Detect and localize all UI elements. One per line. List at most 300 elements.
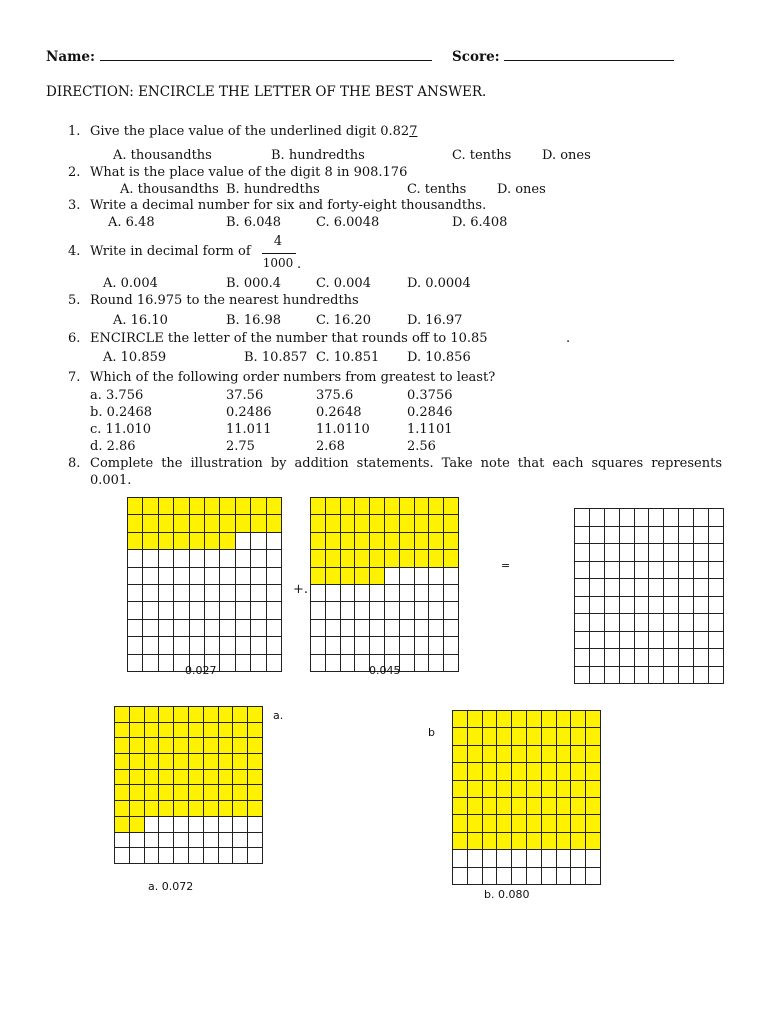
grid-option-b-cell	[527, 850, 542, 867]
q1-choice-d[interactable]: D. ones	[542, 148, 591, 163]
grid-option-b-cell	[527, 746, 542, 763]
grid-option-b-cell	[468, 728, 483, 745]
grid-0-027-cell	[220, 620, 235, 637]
q7-row-d-col4: 2.56	[407, 439, 436, 454]
grid-option-b-cell	[483, 763, 498, 780]
grid-option-b-cell	[453, 728, 468, 745]
grid-option-a-cell	[219, 707, 234, 723]
grid-0-027-cell	[174, 533, 189, 550]
grid-option-b-cell	[571, 815, 586, 832]
q7-row-d-col2: 2.75	[226, 439, 255, 454]
grid-option-a-cell	[159, 801, 174, 817]
grid-0-027-cell	[205, 637, 220, 654]
q3-choice-a[interactable]: A. 6.48	[108, 215, 155, 230]
q7-row-d-col1[interactable]: d. 2.86	[90, 439, 136, 454]
grid-option-a-cell	[248, 801, 263, 817]
grid-0-045-cell	[326, 637, 341, 654]
q2-choice-d[interactable]: D. ones	[497, 182, 546, 197]
grid-option-b-cell	[483, 833, 498, 850]
grid-option-a-cell	[159, 848, 174, 864]
q2-choice-b[interactable]: B. hundredths	[226, 182, 320, 197]
grid-option-b-cell	[512, 728, 527, 745]
grid-0-027-cell	[267, 655, 282, 672]
grid-0-045-cell	[341, 620, 356, 637]
grid-0-045-cell	[444, 533, 459, 550]
grid-option-a-cell	[248, 848, 263, 864]
grid-option-a-cell	[248, 707, 263, 723]
grid-0-045-cell	[385, 550, 400, 567]
grid-0-045-cell	[415, 585, 430, 602]
grid-answer-blank-cell	[590, 667, 605, 685]
grid-0-027-cell	[128, 498, 143, 515]
grid-option-b-cell	[571, 746, 586, 763]
option-b-label[interactable]: b. 0.080	[484, 888, 530, 901]
grid-option-b-cell	[512, 711, 527, 728]
grid-answer-blank-cell	[605, 544, 620, 562]
grid-0-027-cell	[220, 568, 235, 585]
grid-0-027-cell	[236, 602, 251, 619]
grid-answer-blank-cell	[649, 597, 664, 615]
grid-0-027-cell	[236, 515, 251, 532]
grid-0-027-cell	[159, 602, 174, 619]
plus-sign: +.	[293, 582, 309, 597]
grid-option-a-cell	[115, 817, 130, 833]
grid-answer-blank-cell	[575, 614, 590, 632]
grid-answer-blank-cell	[664, 562, 679, 580]
grid-option-b-cell	[571, 763, 586, 780]
grid-answer-blank-cell	[694, 562, 709, 580]
q3-choice-c[interactable]: C. 6.0048	[316, 215, 380, 230]
grid-0-027-cell	[251, 550, 266, 567]
grid-0-027-cell	[220, 637, 235, 654]
grid-0-027-cell	[236, 637, 251, 654]
grid-answer-blank-cell	[664, 632, 679, 650]
grid-0-027-cell	[159, 498, 174, 515]
grid-option-a-cell	[115, 707, 130, 723]
grid-answer-blank-cell	[575, 632, 590, 650]
grid-0-027-cell	[174, 515, 189, 532]
grid-option-b-cell	[527, 781, 542, 798]
grid-option-b-cell	[453, 868, 468, 885]
grid-option-b-cell	[542, 763, 557, 780]
q5-choice-b[interactable]: B. 16.98	[226, 313, 282, 328]
grid-option-b-cell	[453, 711, 468, 728]
grid-answer-blank-cell	[679, 509, 694, 527]
grid-option-b-cell	[557, 850, 572, 867]
grid-option-b-cell	[571, 781, 586, 798]
grid-0-045-cell	[400, 550, 415, 567]
grid-option-b-cell	[557, 815, 572, 832]
grid-0-027-cell	[143, 568, 158, 585]
grid-0-045-cell	[355, 498, 370, 515]
grid-option-b-cell	[483, 746, 498, 763]
q1-choice-a[interactable]: A. thousandths	[113, 148, 212, 163]
grid-0-045-cell	[444, 498, 459, 515]
grid-0-045-cell	[370, 568, 385, 585]
q4-choice-a[interactable]: A. 0.004	[103, 276, 158, 291]
grid-0-045-cell	[385, 620, 400, 637]
grid-option-b-cell	[586, 763, 601, 780]
q6-choice-c[interactable]: C. 10.851	[316, 350, 380, 365]
q1-underlined-digit: 7	[409, 124, 418, 139]
grid-option-a-cell	[219, 723, 234, 739]
grid-0-027-cell	[205, 533, 220, 550]
grid-0-045-label: 0.045	[369, 664, 401, 677]
grid-option-b-cell	[497, 833, 512, 850]
q2-choice-a[interactable]: A. thousandths	[120, 182, 219, 197]
grid-option-a-cell	[219, 833, 234, 849]
grid-0-045-cell	[355, 637, 370, 654]
grid-option-b-cell	[453, 850, 468, 867]
grid-0-027-cell	[159, 550, 174, 567]
q3-text: Write a decimal number for six and forty-eight thousandths.	[90, 198, 487, 213]
grid-option-a-cell	[204, 738, 219, 754]
grid-option-a-cell	[174, 785, 189, 801]
grid-option-a-cell	[115, 785, 130, 801]
grid-option-a-cell	[115, 848, 130, 864]
grid-option-a-cell	[159, 770, 174, 786]
grid-option-a[interactable]	[114, 706, 263, 864]
grid-0-045-cell	[355, 620, 370, 637]
grid-option-a-cell	[233, 723, 248, 739]
grid-option-b-cell	[586, 850, 601, 867]
grid-answer-blank-cell	[605, 649, 620, 667]
grid-0-045-cell	[311, 568, 326, 585]
grid-answer-blank-cell	[605, 632, 620, 650]
grid-answer-blank-cell	[649, 614, 664, 632]
grid-0-027-cell	[159, 515, 174, 532]
grid-0-027-cell	[174, 637, 189, 654]
grid-option-a-cell	[189, 770, 204, 786]
grid-0-027-cell	[220, 602, 235, 619]
grid-0-045-cell	[429, 585, 444, 602]
grid-option-a-cell	[233, 817, 248, 833]
grid-option-a-cell	[130, 785, 145, 801]
grid-option-b-cell	[586, 815, 601, 832]
grid-option-b-cell	[453, 833, 468, 850]
grid-answer-blank-cell	[694, 597, 709, 615]
grid-answer-blank-cell	[605, 614, 620, 632]
grid-answer-blank-cell	[620, 544, 635, 562]
grid-option-a-cell	[204, 754, 219, 770]
grid-option-b-cell	[586, 711, 601, 728]
q3-choice-d[interactable]: D. 6.408	[452, 215, 508, 230]
grid-answer-blank-cell	[664, 509, 679, 527]
grid-answer-blank-cell	[635, 614, 650, 632]
grid-0-045-cell	[415, 602, 430, 619]
grid-0-027-cell	[236, 498, 251, 515]
grid-0-045-cell	[355, 515, 370, 532]
q4-number: 4.	[68, 244, 81, 259]
grid-answer-blank-cell	[649, 579, 664, 597]
grid-0-027-cell	[190, 515, 205, 532]
q5-choice-d[interactable]: D. 16.97	[407, 313, 463, 328]
grid-option-b-cell	[468, 833, 483, 850]
q8-text-line2: 0.001.	[90, 473, 132, 488]
grid-0-027-cell	[236, 550, 251, 567]
q7-row-a-col3: 375.6	[316, 388, 354, 403]
grid-0-045-cell	[400, 637, 415, 654]
grid-option-b-cell	[483, 815, 498, 832]
grid-0-027-cell	[251, 498, 266, 515]
grid-option-a-cell	[130, 754, 145, 770]
grid-0-027-cell	[143, 637, 158, 654]
grid-option-a-cell	[233, 848, 248, 864]
grid-0-027-cell	[143, 533, 158, 550]
grid-answer-blank-cell	[679, 544, 694, 562]
grid-option-b-cell	[586, 798, 601, 815]
grid-0-045-cell	[370, 585, 385, 602]
q1-choice-c[interactable]: C. tenths	[452, 148, 512, 163]
grid-answer-blank[interactable]	[574, 508, 724, 684]
grid-option-a-cell	[174, 801, 189, 817]
q6-text: ENCIRCLE the letter of the number that rounds off to 10.85	[90, 331, 488, 346]
grid-option-a-cell	[233, 754, 248, 770]
grid-option-b-cell	[483, 711, 498, 728]
grid-option-b[interactable]	[452, 710, 601, 885]
grid-0-045-cell	[429, 550, 444, 567]
grid-answer-blank-cell	[679, 614, 694, 632]
grid-0-045-cell	[444, 655, 459, 672]
grid-option-a-cell	[145, 770, 160, 786]
grid-option-a-cell	[204, 801, 219, 817]
grid-option-a-cell	[189, 785, 204, 801]
grid-0-045-cell	[311, 637, 326, 654]
grid-option-a-cell	[248, 754, 263, 770]
q4-choice-b[interactable]: B. 000.4	[226, 276, 282, 291]
grid-answer-blank-cell	[649, 509, 664, 527]
grid-option-a-cell	[219, 801, 234, 817]
grid-option-b-cell	[542, 833, 557, 850]
grid-answer-blank-cell	[635, 527, 650, 545]
grid-option-b-cell	[512, 746, 527, 763]
grid-option-b-cell	[468, 815, 483, 832]
grid-0-045-cell	[400, 620, 415, 637]
grid-answer-blank-cell	[664, 667, 679, 685]
q4-choice-c[interactable]: C. 0.004	[316, 276, 371, 291]
grid-option-a-cell	[233, 785, 248, 801]
grid-option-a-cell	[159, 833, 174, 849]
grid-option-a-cell	[233, 801, 248, 817]
q2-text: What is the place value of the digit 8 in 908.176	[90, 165, 408, 180]
grid-answer-blank-cell	[709, 632, 724, 650]
option-a-letter[interactable]: a.	[273, 709, 284, 722]
q7-row-b-col1[interactable]: b. 0.2468	[90, 405, 153, 420]
grid-option-b-cell	[571, 798, 586, 815]
q6-choice-a[interactable]: A. 10.859	[103, 350, 167, 365]
q4-choice-d[interactable]: D. 0.0004	[407, 276, 471, 291]
q6-choice-d[interactable]: D. 10.856	[407, 350, 471, 365]
grid-0-027-label: 0.027	[185, 664, 217, 677]
grid-option-b-cell	[512, 815, 527, 832]
grid-option-b-cell	[557, 781, 572, 798]
grid-0-027-cell	[236, 568, 251, 585]
grid-option-b-cell	[571, 728, 586, 745]
grid-option-a-cell	[159, 738, 174, 754]
q7-row-b-col3: 0.2648	[316, 405, 362, 420]
grid-option-b-cell	[512, 868, 527, 885]
grid-option-a-cell	[189, 707, 204, 723]
grid-option-b-cell	[468, 711, 483, 728]
grid-option-a-cell	[174, 817, 189, 833]
grid-answer-blank-cell	[620, 579, 635, 597]
q7-row-d-col3: 2.68	[316, 439, 345, 454]
grid-answer-blank-cell	[679, 667, 694, 685]
grid-option-a-cell	[248, 738, 263, 754]
q2-choice-c[interactable]: C. tenths	[407, 182, 467, 197]
grid-option-a-cell	[145, 833, 160, 849]
grid-0-027-cell	[205, 498, 220, 515]
grid-answer-blank-cell	[709, 649, 724, 667]
grid-option-a-cell	[189, 723, 204, 739]
grid-0-027-cell	[143, 620, 158, 637]
grid-answer-blank-cell	[649, 667, 664, 685]
grid-0-045-cell	[355, 602, 370, 619]
grid-0-045-cell	[326, 655, 341, 672]
grid-option-a-cell	[115, 754, 130, 770]
grid-option-a-cell	[174, 848, 189, 864]
q5-choice-c[interactable]: C. 16.20	[316, 313, 371, 328]
grid-option-b-cell	[557, 833, 572, 850]
grid-0-045-cell	[429, 533, 444, 550]
grid-0-045-cell	[444, 568, 459, 585]
grid-option-a-cell	[189, 801, 204, 817]
grid-0-045-cell	[385, 515, 400, 532]
grid-option-a-cell	[115, 770, 130, 786]
grid-option-a-cell	[233, 770, 248, 786]
grid-0-027-cell	[267, 568, 282, 585]
grid-option-b-cell	[497, 711, 512, 728]
q1-choice-b[interactable]: B. hundredths	[271, 148, 365, 163]
grid-0-027-cell	[236, 533, 251, 550]
grid-0-027-cell	[236, 585, 251, 602]
grid-answer-blank-cell	[620, 509, 635, 527]
grid-option-a-cell	[159, 707, 174, 723]
grid-answer-blank-cell	[635, 667, 650, 685]
grid-0-045-cell	[429, 498, 444, 515]
grid-0-045-cell	[415, 533, 430, 550]
q7-row-c-col3: 11.0110	[316, 422, 370, 437]
grid-answer-blank-cell	[649, 649, 664, 667]
grid-answer-blank-cell	[575, 527, 590, 545]
grid-0-045-cell	[415, 568, 430, 585]
grid-option-b-cell	[527, 815, 542, 832]
grid-0-045-cell	[341, 550, 356, 567]
grid-0-027-cell	[267, 620, 282, 637]
grid-option-a-cell	[219, 785, 234, 801]
q7-row-c-col1[interactable]: c. 11.010	[90, 422, 152, 437]
grid-0-027-cell	[128, 585, 143, 602]
grid-option-a-cell	[115, 738, 130, 754]
grid-option-a-cell	[189, 817, 204, 833]
grid-0-045-cell	[415, 498, 430, 515]
grid-option-a-cell	[219, 754, 234, 770]
grid-0-027-cell	[251, 515, 266, 532]
grid-option-b-cell	[497, 815, 512, 832]
grid-option-a-cell	[189, 738, 204, 754]
grid-0-027-cell	[128, 533, 143, 550]
grid-option-a-cell	[219, 848, 234, 864]
grid-option-a-cell	[204, 833, 219, 849]
grid-option-b-cell	[542, 781, 557, 798]
grid-option-b-cell	[586, 781, 601, 798]
grid-answer-blank-cell	[709, 597, 724, 615]
grid-answer-blank-cell	[575, 562, 590, 580]
grid-answer-blank-cell	[590, 562, 605, 580]
grid-option-a-cell	[204, 848, 219, 864]
grid-answer-blank-cell	[664, 579, 679, 597]
q7-row-a-col2: 37.56	[226, 388, 264, 403]
grid-answer-blank-cell	[575, 667, 590, 685]
q7-row-c-col4: 1.1101	[407, 422, 453, 437]
grid-0-045-cell	[341, 498, 356, 515]
grid-0-027-cell	[220, 515, 235, 532]
grid-0-027-cell	[267, 585, 282, 602]
grid-0-027-cell	[190, 498, 205, 515]
q6-choice-b[interactable]: B. 10.857	[244, 350, 308, 365]
grid-option-a-cell	[174, 754, 189, 770]
q4-text: Write in decimal form of	[90, 244, 251, 259]
grid-0-045-cell	[341, 515, 356, 532]
grid-option-a-cell	[174, 723, 189, 739]
grid-0-045-cell	[400, 602, 415, 619]
grid-option-b-cell	[468, 746, 483, 763]
score-label: Score:	[452, 49, 500, 65]
grid-0-045-cell	[400, 655, 415, 672]
grid-0-027-cell	[174, 550, 189, 567]
grid-option-a-cell	[204, 707, 219, 723]
q3-number: 3.	[68, 198, 81, 213]
grid-option-b-cell	[586, 746, 601, 763]
q7-row-b-col2: 0.2486	[226, 405, 272, 420]
option-a-label[interactable]: a. 0.072	[148, 880, 194, 893]
grid-answer-blank-cell	[679, 649, 694, 667]
option-b-letter[interactable]: b	[428, 726, 435, 739]
grid-option-b-cell	[586, 868, 601, 885]
grid-0-045-cell	[355, 533, 370, 550]
q7-row-a-col1[interactable]: a. 3.756	[90, 388, 144, 403]
q5-text: Round 16.975 to the nearest hundredths	[90, 293, 359, 308]
grid-0-045-cell	[429, 655, 444, 672]
grid-answer-blank-cell	[709, 579, 724, 597]
grid-option-b-cell	[527, 868, 542, 885]
grid-0-045-cell	[341, 655, 356, 672]
grid-0-045-cell	[326, 620, 341, 637]
grid-option-b-cell	[497, 798, 512, 815]
grid-0-027-cell	[205, 620, 220, 637]
grid-0-045-cell	[370, 515, 385, 532]
grid-0-027-cell	[267, 637, 282, 654]
grid-0-027-cell	[128, 655, 143, 672]
grid-answer-blank-cell	[664, 527, 679, 545]
grid-answer-blank-cell	[709, 614, 724, 632]
grid-answer-blank-cell	[694, 649, 709, 667]
grid-answer-blank-cell	[620, 614, 635, 632]
grid-answer-blank-cell	[649, 527, 664, 545]
grid-answer-blank-cell	[709, 544, 724, 562]
q3-choice-b[interactable]: B. 6.048	[226, 215, 282, 230]
grid-option-b-cell	[586, 833, 601, 850]
grid-option-a-cell	[233, 707, 248, 723]
grid-option-b-cell	[453, 781, 468, 798]
grid-option-a-cell	[174, 738, 189, 754]
grid-0-045-cell	[444, 515, 459, 532]
grid-0-027-cell	[190, 620, 205, 637]
q5-choice-a[interactable]: A. 16.10	[113, 313, 168, 328]
grid-0-027-cell	[159, 585, 174, 602]
grid-option-b-cell	[571, 711, 586, 728]
q6-number: 6.	[68, 331, 81, 346]
